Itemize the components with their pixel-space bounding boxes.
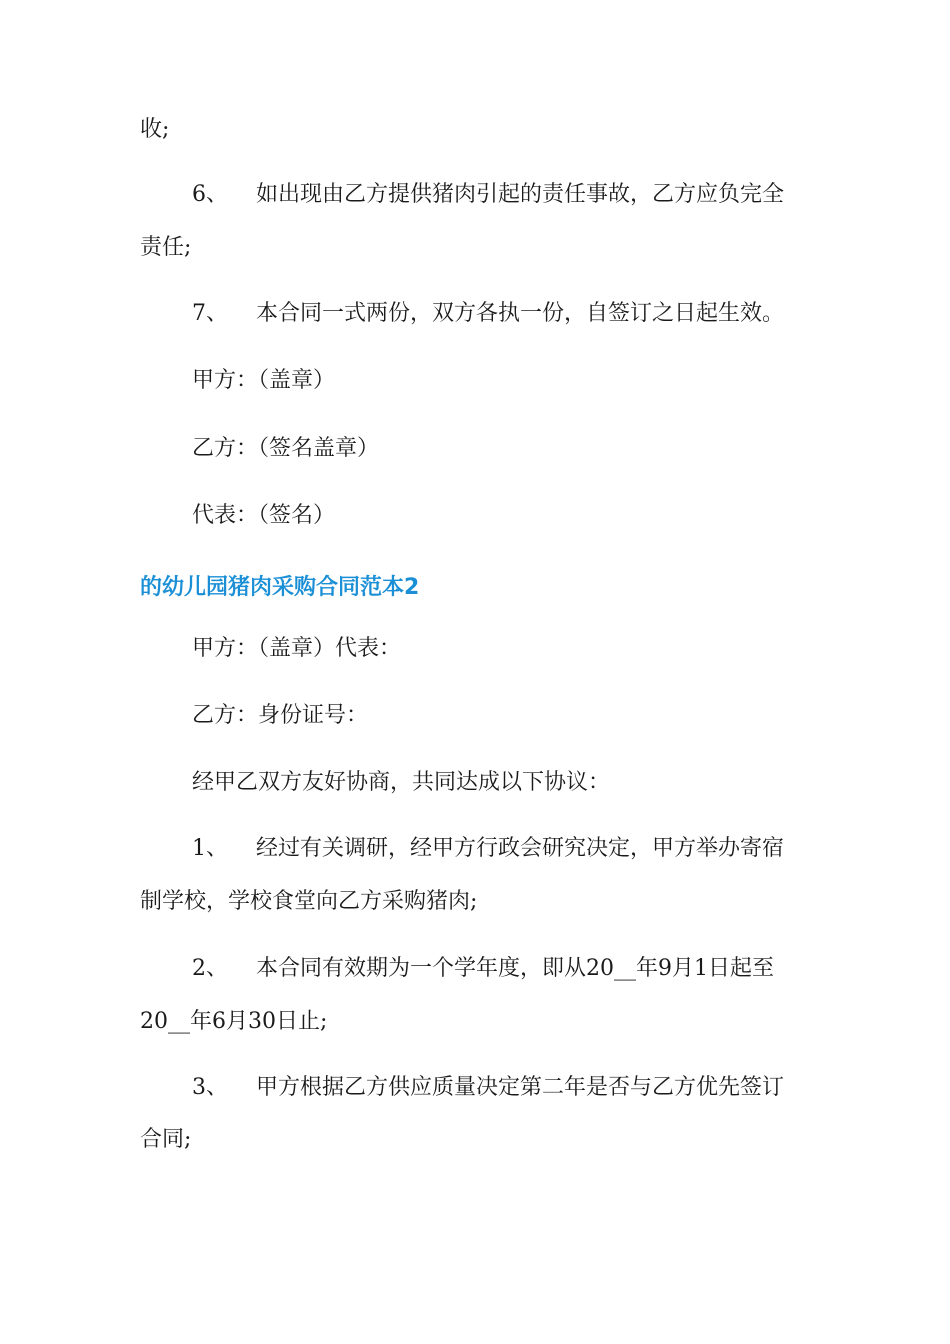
clause-number: 6、: [192, 182, 228, 207]
agreement-intro: 经甲乙双方友好协商，共同达成以下协议：: [192, 770, 611, 795]
clause-1: [192, 834, 784, 864]
clause-number: 2、: [192, 956, 228, 981]
clause-3: [192, 1073, 784, 1103]
clause-number: 1、: [192, 836, 228, 861]
clause-1-continuation: 制学校，学校食堂向乙方采购猪肉;: [140, 889, 478, 914]
clause-2: [192, 954, 774, 984]
signature-party-b: 乙方：（签名盖章）: [192, 436, 380, 461]
clause-text: 本合同有效期为一个学年度，即从20__年9月1日起至: [256, 956, 774, 981]
clause-2-continuation: 20__年6月30日止;: [140, 1009, 328, 1034]
continuation-text: 收;: [140, 117, 170, 142]
signature-party-a: 甲方：（盖章）: [192, 368, 336, 393]
clause-text: 经过有关调研，经甲方行政会研究决定，甲方举办寄宿: [256, 836, 785, 861]
section-heading: 的幼儿园猪肉采购合同范本2: [140, 575, 420, 600]
clause-text: 本合同一式两份，双方各执一份，自签订之日起生效。: [256, 301, 785, 326]
clause-6: [192, 180, 784, 210]
clause-6-continuation: 责任;: [140, 235, 192, 260]
party-b-line: 乙方：身份证号：: [192, 703, 369, 728]
clause-text: 甲方根据乙方供应质量决定第二年是否与乙方优先签订: [256, 1075, 785, 1100]
signature-representative: 代表：（签名）: [192, 503, 336, 528]
clause-3-continuation: 合同;: [140, 1127, 192, 1152]
clause-text: 如出现由乙方提供猪肉引起的责任事故，乙方应负完全: [256, 182, 785, 207]
clause-7: [192, 299, 784, 329]
clause-number: 3、: [192, 1075, 228, 1100]
party-a-line: 甲方：（盖章）代表：: [192, 636, 402, 661]
clause-number: 7、: [192, 301, 228, 326]
